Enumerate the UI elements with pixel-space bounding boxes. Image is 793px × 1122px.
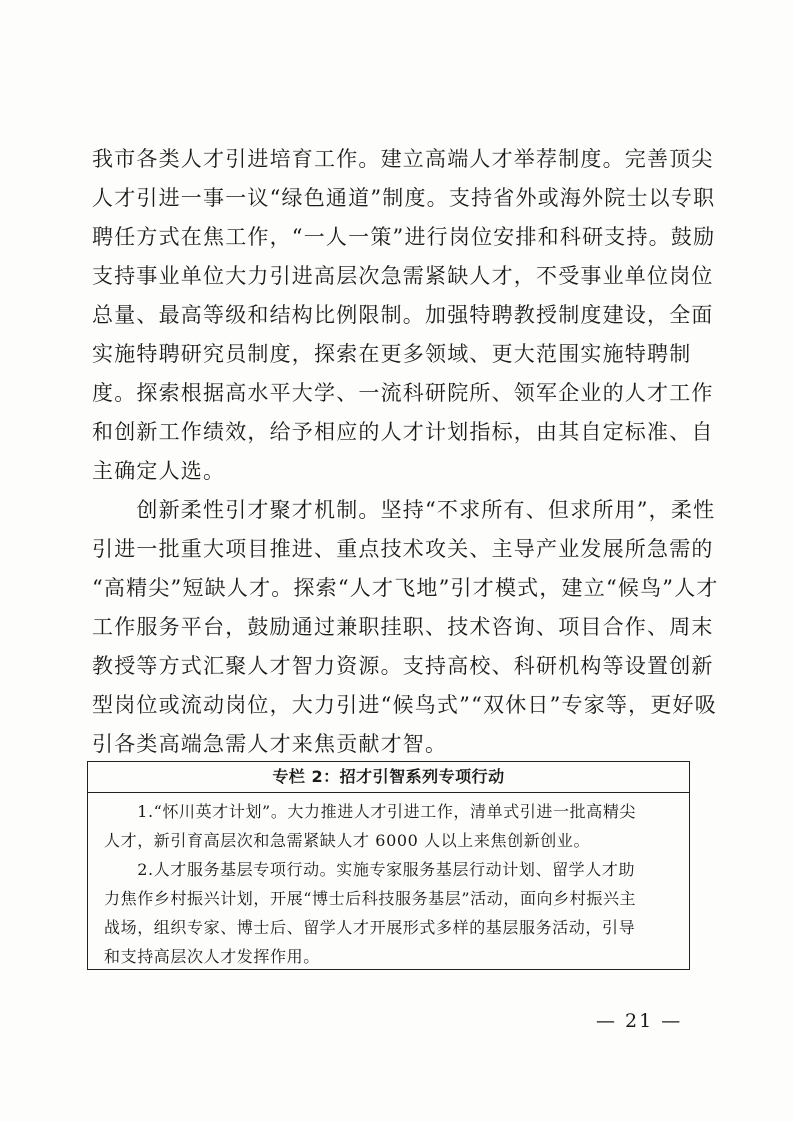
body-line: 支持事业单位大力引进高层次急需紧缺人才，不受事业单位岗位 [92,264,714,288]
body-line: 总量、最高等级和结构比例限制。加强特聘教授制度建设，全面 [92,303,714,327]
body-line: 实施特聘研究员制度，探索在更多领域、更大范围实施特聘制 [92,342,692,366]
box-line: 人才，新引育高层次和急需紧缺人才 6000 人以上来焦创新创业。 [104,831,591,850]
box-body [88,793,689,971]
box-line: 和支持高层次人才发挥作用。 [104,947,320,966]
body-line: 人才引进一事一议“绿色通道”制度。支持省外或海外院士以专职 [92,186,716,210]
box-title: 专栏 2：招才引智系列专项行动 [88,762,689,793]
box-line: 力焦作乡村振兴计划，开展“博士后科技服务基层”活动，面向乡村振兴主 [104,889,637,908]
body-text [92,140,719,764]
box-line: 2.人才服务基层专项行动。实施专家服务基层行动计划、留学人才助 [104,860,636,879]
body-line: 教授等方式汇聚人才智力资源。支持高校、科研机构等设置创新 [92,654,714,678]
special-column-box [87,761,690,970]
body-line: 度。探索根据高水平大学、一流科研院所、领军企业的人才工作 [92,381,714,405]
body-line: 工作服务平台，鼓励通过兼职挂职、技术咨询、项目合作、周末 [92,615,714,639]
box-line: 战场，组织专家、博士后、留学人才开展形式多样的基层服务活动，引导 [104,918,636,937]
body-line: “高精尖”短缺人才。探索“人才飞地”引才模式，建立“候鸟”人才 [92,576,719,600]
body-line: 引各类高端急需人才来焦贡献才智。 [92,732,448,756]
body-line: 和创新工作绩效，给予相应的人才计划指标，由其自定标准、自 [92,420,714,444]
body-line: 我市各类人才引进培育工作。建立高端人才举荐制度。完善顶尖 [92,147,714,171]
body-line: 聘任方式在焦工作，“一人一策”进行岗位安排和科研支持。鼓励 [92,225,716,249]
body-line: 引进一批重大项目推进、重点技术攻关、主导产业发展所急需的 [92,537,714,561]
box-line: 1.“怀川英才计划”。大力推进人才引进工作，清单式引进一批高精尖 [104,802,637,821]
body-line: 创新柔性引才聚才机制。坚持“不求所有、但求所用”，柔性 [92,498,716,522]
body-line: 主确定人选。 [92,459,226,483]
page-number: — 21 — [596,1010,683,1032]
body-line: 型岗位或流动岗位，大力引进“候鸟式”“双休日”专家等，更好吸 [92,693,717,717]
